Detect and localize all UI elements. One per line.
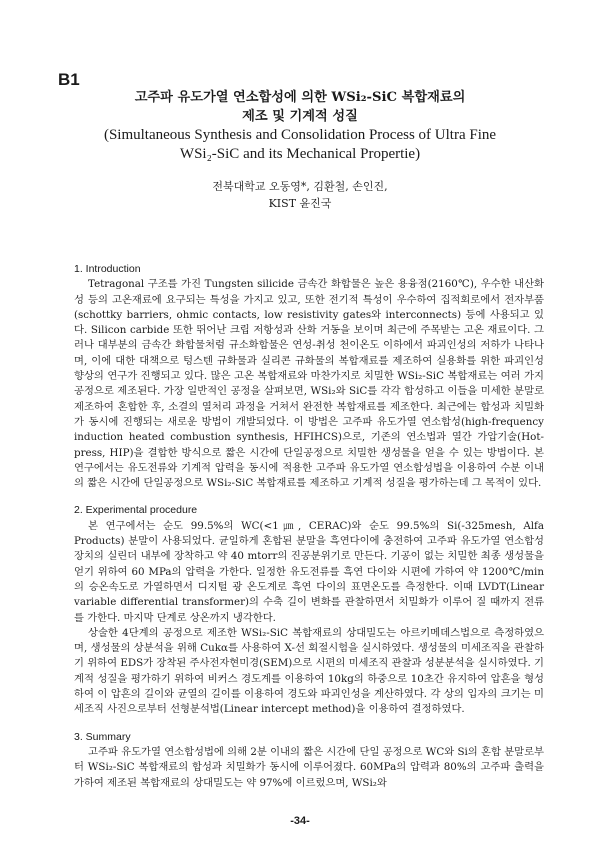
- summary-paragraph: 고주파 유도가열 연소합성법에 의해 2분 이내의 짧은 시간에 단일 공정으로 WC와 Si의 혼합 분말로부터 WSi₂-SiC 복합재료의 합성과 치밀화가 동시에 이루어졌다. 60MPa의 압력과 80%의 고주파 출력을 가하여 제조된 복합재료의 상대밀도는 약 97%에 이르렀으며, WSi₂와: [74, 745, 544, 789]
- author-block: [60, 178, 540, 212]
- section-summary: [74, 730, 544, 791]
- title-korean-line-1: 고주파 유도가열 연소합성에 의한 WSi₂-SiC 복합재료의: [134, 90, 466, 105]
- section-introduction: [74, 262, 544, 491]
- authors-line-2: KIST 윤진국: [268, 197, 332, 210]
- title-english-line-1: (Simultaneous Synthesis and Consolidation Process of Ultra Fine: [103, 127, 497, 143]
- section-heading-introduction: 1. Introduction: [74, 263, 141, 275]
- title-korean-line-2: 제조 및 기계적 성질: [242, 109, 358, 124]
- section-experimental: [74, 503, 544, 717]
- experimental-paragraph-1: 본 연구에서는 순도 99.5%의 WC(<1㎛, CERAC)와 순도 99.5%의 Si(-325mesh, Alfa Products) 분말이 사용되었다. 균일하게 혼합된 분말을 흑연다이에 충전하여 고주파 유도가열 연소합성 장치의 실린더 내부에 장착하고 약 40 mtorr의 진공분위기로 만든다. 기공이 없는 치밀한 최종 생성물을 얻기 위하여 60 MPa의 압력을 가한다. 일정한 유도전류를 흑연 다이와 시편에 가하여 약 1200℃/min 의 승온속도로 가열하면서 디지털 광 온도계로 흑연 다이의 표면온도를 측정한다. 이때 LVDT(Linear variable differential transformer)의 수축 길이 변화를 관찰하면서 치밀화가 이루어 질 때까지 전류를 가한다. 마지막 단계로 상온까지 냉각한다.: [74, 519, 544, 624]
- authors-line-1: 전북대학교 오동영*, 김환철, 손인진,: [212, 180, 388, 193]
- title-english-line-2: WSi₂-SiC and its Mechanical Propertie): [179, 146, 421, 162]
- paper-title: [60, 88, 540, 164]
- introduction-paragraph: Tetragonal 구조를 가진 Tungsten silicide 금속간 화합물은 높은 용융점(2160℃), 우수한 내산화성 등의 고온재료에 요구되는 특성을 가지고 있고, 또한 전기적 특성이 우수하여 집적회로에서 전자부품(schottky barriers, ohmic contacts, low resistivity gates와 interconnects) 등에 사용되고 있다. Silicon carbide 또한 뛰어난 크립 저항성과 산화 거동을 보이며 최근에 주목받는 고온 재료이다. 그러나 대부분의 금속간 화합물처럼 규소화합물은 연성-취성 천이온도 이하에서 파괴인성의 저하가 나타나며, 이에 대한 대책으로 텅스텐 규화물과 실리콘 규화물의 복합재료를 제조하여 실용화를 위한 파괴인성 향상의 연구가 진행되고 있다. 많은 고온 복합재료와 마찬가지로 치밀한 WSi₂-SiC 복합재료는 여러 가지 공정으로 제조된다. 가장 일반적인 공정을 살펴보면, WSi₂와 SiC를 각각 합성하고 이들을 미세한 분말로 제조하여 혼합한 후, 소결의 열처리 과정을 거쳐서 완전한 복합재료를 제조한다. 최근에는 합성과 치밀화가 동시에 진행되는 새로운 방법이 개발되었다. 이 방법은 고주파 유도가열 연소합성(high-frequency induction heated combustion synthesis, HFIHCS)으로, 기존의 연소법과 열간 가압기술(Hot-press, HIP)을 결합한 방식으로 짧은 시간에 단일공정으로 치밀한 생성물을 얻을 수 있는 방법이다. 본 연구에서는 유도전류와 기계적 압력을 동시에 적용한 고주파 유도가열 연소합성법을 이용하여 수분 이내의 짧은 시간에 단일공정으로 WSi₂-SiC 복합재료를 제조하고 기계적 성질을 평가하는데 그 목적이 있다.: [74, 278, 544, 490]
- section-heading-summary: 3. Summary: [74, 730, 131, 743]
- paper-body: [74, 262, 544, 791]
- experimental-paragraph-2: 상술한 4단계의 공정으로 제조한 WSi₂-SiC 복합재료의 상대밀도는 아르키메데스법으로 측정하였으며, 생성물의 상분석을 위해 Cukα를 사용하여 X-선 회절시험을 실시하였다. 생성물의 미세조직을 관찰하기 위하여 EDS가 장착된 주사전자현미경(SEM)으로 시편의 미세조직 관찰과 성분분석을 실시하였다. 기계적 성질을 평가하기 위하여 비커스 경도계를 이용하여 10kg의 하중으로 10초간 유지하여 압흔을 형성하여 이 압흔의 길이와 균열의 길이를 이용하여 경도와 파괴인성을 계산하였다. 각 상의 입자의 크기는 미세조직 사진으로부터 선형분석법(Linear intercept method)을 이용하여 결정하였다.: [74, 626, 544, 716]
- page-number: -34-: [290, 815, 310, 827]
- session-badge: B1: [58, 70, 80, 89]
- section-heading-experimental: 2. Experimental procedure: [74, 504, 198, 517]
